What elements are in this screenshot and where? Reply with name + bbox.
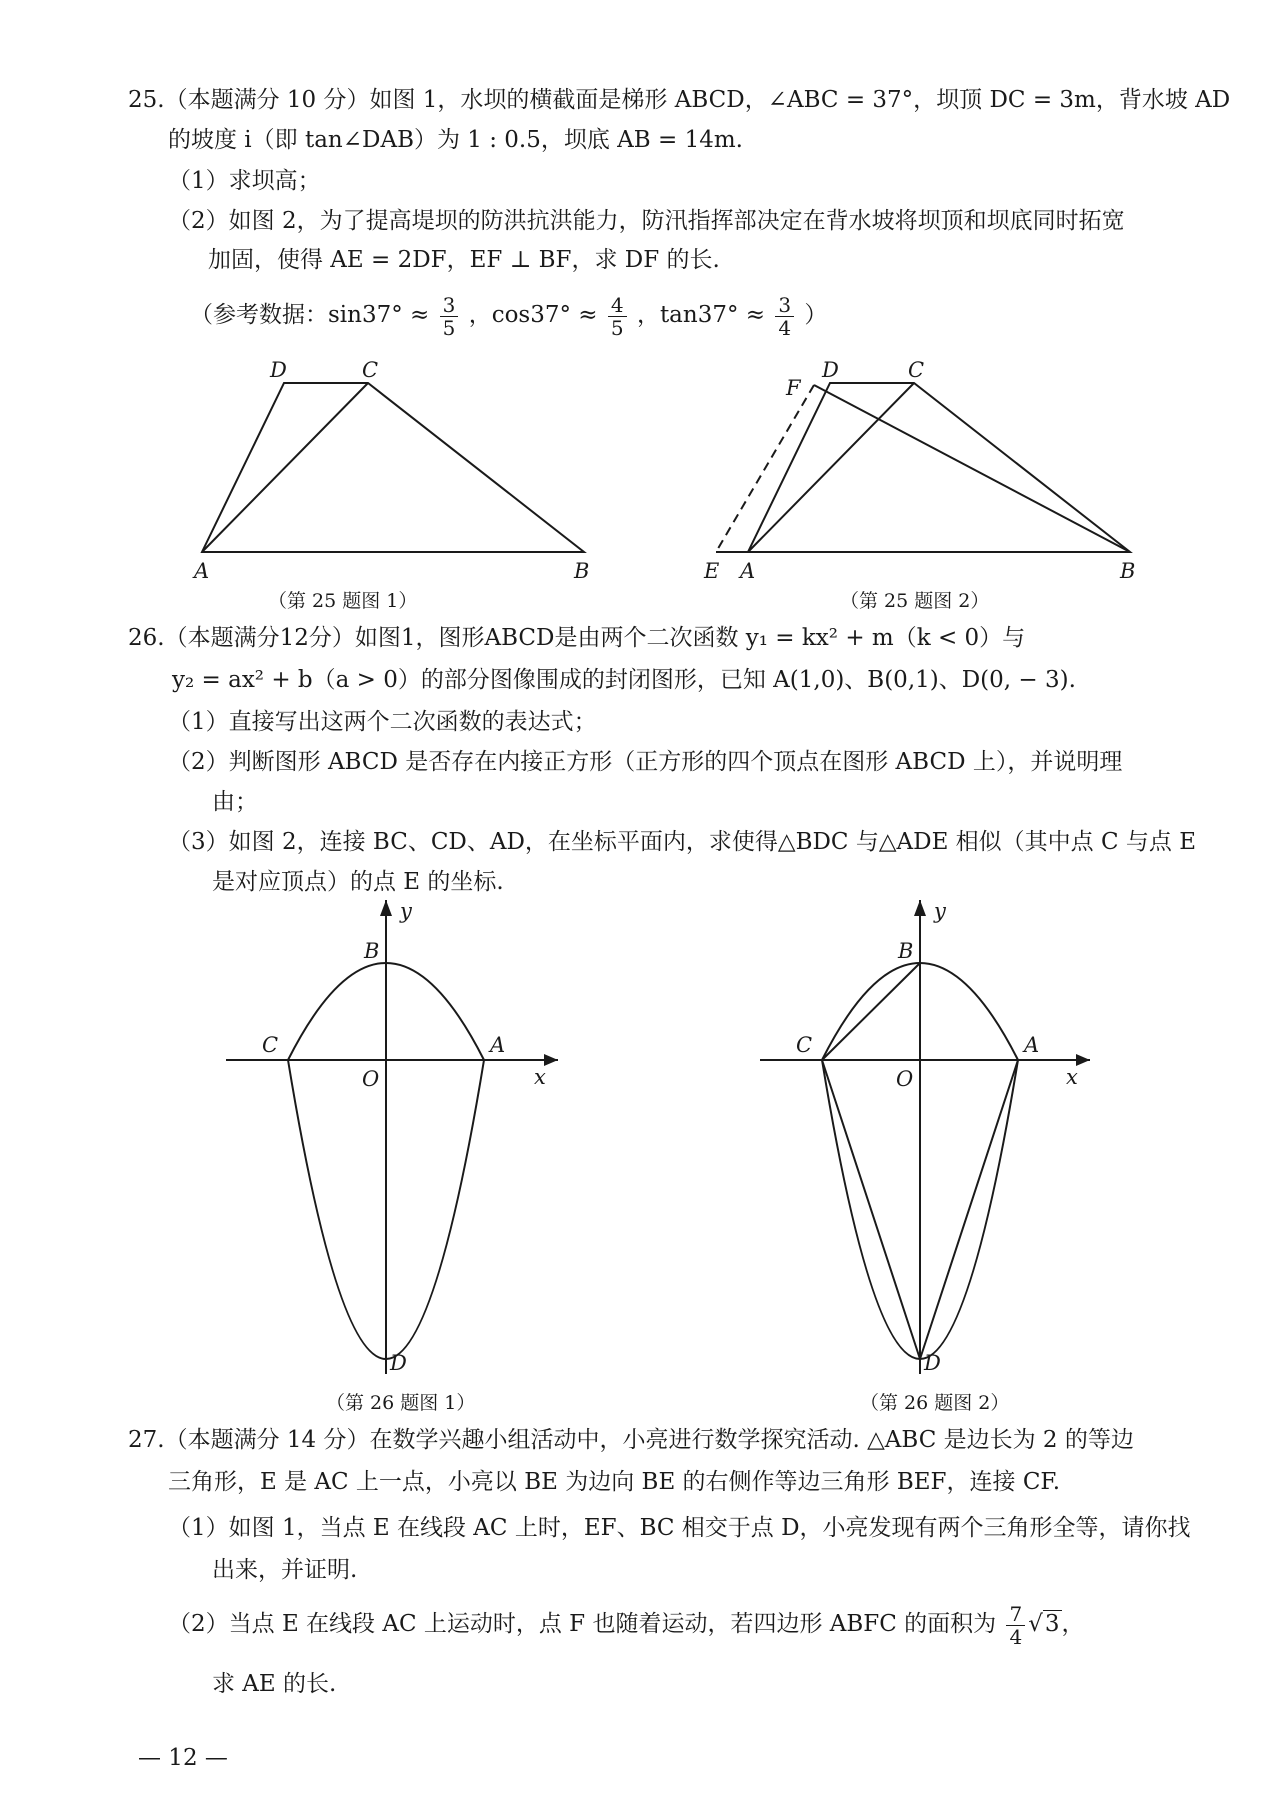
label-A-2: A — [740, 559, 756, 583]
q26-line1: 26.（本题满分12分）如图1，图形ABCD是由两个二次函数 y₁ = kx² + m（k < 0）与 — [128, 625, 1026, 651]
q25-reference-data: （参考数据：sin37° ≈ $\frac{3}{5}$ ，cos37° ≈ $\frac{4}{5}$ ，tan37° ≈ $\frac{3}{4}$ ） — [190, 292, 828, 340]
fraction-3-4: $\frac{3}{4}$ — [775, 294, 794, 339]
label-D: D — [390, 1351, 407, 1375]
page-number: — 12 — — [138, 1745, 228, 1771]
q26-part2b: 由； — [212, 789, 258, 815]
label-C: C — [262, 1033, 279, 1057]
q26-fig2-caption: （第 26 题图 2） — [860, 1392, 1010, 1414]
q27-line1: 27.（本题满分 14 分）在数学兴趣小组活动中，小亮进行数学探究活动. △ABC 是边长为 2 的等边 — [128, 1427, 1134, 1453]
label-E: E — [704, 559, 720, 583]
q26-part2a: （2）判断图形 ABCD 是否存在内接正方形（正方形的四个顶点在图形 ABCD 上），并说明理 — [168, 749, 1123, 775]
y-axis-arrow-2 — [914, 900, 926, 916]
label-D-2: D — [822, 358, 839, 382]
q27-part2b: 求 AE 的长. — [212, 1671, 337, 1697]
label-D: D — [270, 358, 287, 382]
label-B: B — [364, 939, 380, 963]
q25-part2b: 加固，使得 AE = 2DF，EF ⊥ BF，求 DF 的长. — [208, 247, 720, 273]
q25-part2a: （2）如图 2，为了提高堤坝的防洪抗洪能力，防汛指挥部决定在背水坡将坝顶和坝底同时拓宽 — [168, 208, 1125, 234]
label-x: x — [534, 1065, 546, 1089]
label-y-2: y — [934, 899, 946, 923]
q27-line2: 三角形，E 是 AC 上一点，小亮以 BE 为边向 BE 的右侧作等边三角形 BEF，连接 CF. — [168, 1469, 1061, 1495]
label-B-2: B — [898, 939, 914, 963]
label-B: B — [574, 559, 590, 583]
label-C: C — [362, 358, 379, 382]
label-F: F — [786, 376, 801, 400]
fraction-4-5: $\frac{4}{5}$ — [608, 294, 627, 339]
label-y: y — [400, 899, 412, 923]
segment-cd — [822, 1060, 920, 1359]
fraction-7-4: $\frac{7}{4}$ — [1006, 1603, 1025, 1648]
label-A-2: A — [1024, 1033, 1040, 1057]
q26-fig1-caption: （第 26 题图 1） — [326, 1392, 476, 1414]
q26-part1: （1）直接写出这两个二次函数的表达式； — [168, 709, 597, 735]
q25-fig1-caption: （第 25 题图 1） — [268, 590, 418, 612]
segment-bc — [822, 963, 920, 1060]
q25-line2: 的坡度 i（即 tan∠DAB）为 1 : 0.5，坝底 AB = 14m. — [168, 127, 743, 153]
label-B-2: B — [1120, 559, 1136, 583]
x-axis-arrow-2 — [1076, 1054, 1090, 1066]
q26-part3b: 是对应顶点）的点 E 的坐标. — [212, 869, 504, 895]
q26-part3a: （3）如图 2，连接 BC、CD、AD，在坐标平面内，求使得△BDC 与△ADE 相似（其中点 C 与点 E — [168, 829, 1197, 855]
label-A: A — [490, 1033, 506, 1057]
q25-line1: 25.（本题满分 10 分）如图 1，水坝的横截面是梯形 ABCD，∠ABC = 37°，坝顶 DC = 3m，背水坡 AD — [128, 87, 1231, 113]
segment-ad — [920, 1060, 1018, 1359]
q27-part1b: 出来，并证明. — [212, 1557, 358, 1583]
q26-line2: y₂ = ax² + b（a > 0）的部分图像围成的封闭图形，已知 A(1,0)、B(0,1)、D(0, − 3). — [172, 667, 1076, 693]
label-O-2: O — [896, 1067, 914, 1091]
q27-part1a: （1）如图 1，当点 E 在线段 AC 上时，EF、BC 相交于点 D，小亮发现有两个三角形全等，请你找 — [168, 1515, 1191, 1541]
q25-fig2-caption: （第 25 题图 2） — [840, 590, 990, 612]
q25-part1: （1）求坝高； — [168, 168, 321, 194]
label-D-2: D — [924, 1351, 941, 1375]
label-C-2: C — [796, 1033, 813, 1057]
fraction-3-5: $\frac{3}{5}$ — [440, 294, 459, 339]
label-x-2: x — [1066, 1065, 1078, 1089]
label-C-2: C — [908, 358, 925, 382]
label-A: A — [194, 559, 210, 583]
q27-part2: （2）当点 E 在线段 AC 上运动时，点 F 也随着运动，若四边形 ABFC 的面积为 $\frac{7}{4}$ √3， — [168, 1601, 1085, 1649]
label-O: O — [362, 1067, 380, 1091]
